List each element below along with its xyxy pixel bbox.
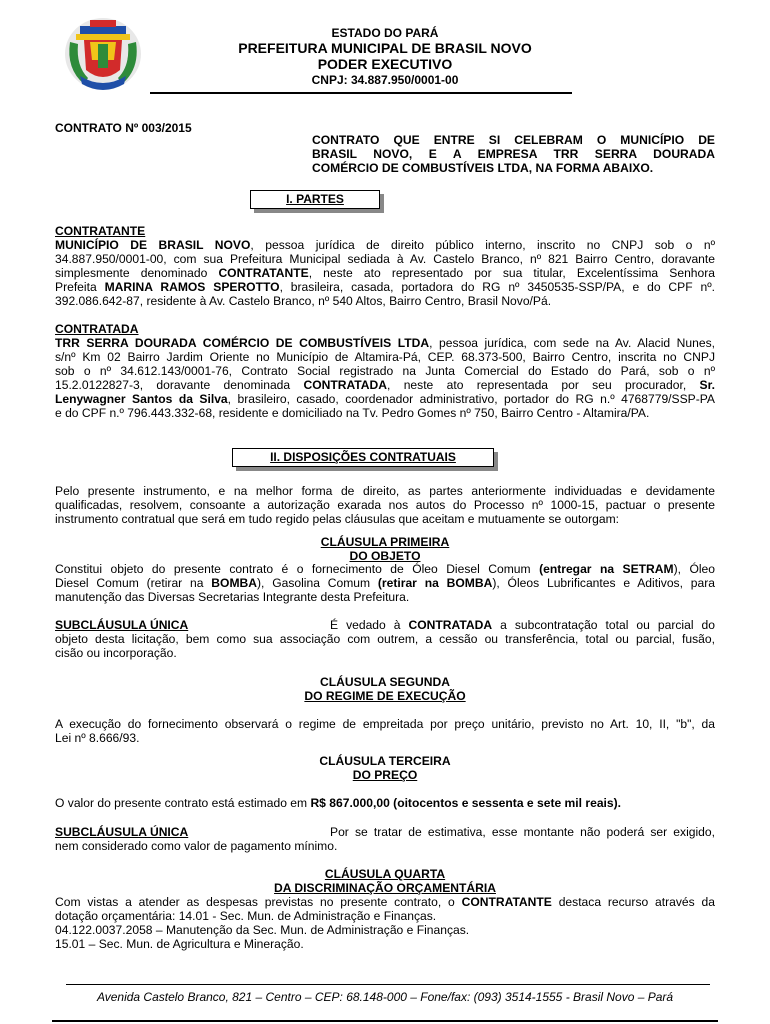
clause4-line: Com vistas a atender as despesas previstas no presente contrato, o CONTRATANTE destaca recurso através da: [55, 895, 715, 909]
clause3-line: O valor do presente contrato está estimado em R$ 867.000,00 (oitocentos e sessenta e sete mil reais).: [55, 796, 622, 810]
subclause1-line: É vedado à CONTRATADA a subcontratação total ou parcial do: [330, 618, 715, 632]
subclause1-label: SUBCLÁUSULA ÚNICA: [55, 618, 189, 632]
section-title-text: II. DISPOSIÇÕES CONTRATUAIS: [270, 450, 456, 464]
contratada-heading: CONTRATADA: [55, 322, 139, 336]
subclause3-line: Por se tratar de estimativa, esse montante não poderá ser exigido,: [330, 825, 715, 839]
contratante-line: 34.887.950/0001-00, com sua Prefeitura Municipal sediada à Av. Castelo Branco, nº 821 Bairro Centro, doravante: [55, 252, 715, 266]
contratada-line: TRR SERRA DOURADA COMÉRCIO DE COMBUSTÍVEIS LTDA, pessoa jurídica, com sede na Av. Alacid Nunes,: [55, 336, 715, 350]
clause2-line: A execução do fornecimento observará o regime de empreitada por preço unitário, previsto no Art. 10, II, "b", da: [55, 717, 715, 731]
clause4-line: 15.01 – Sec. Mun. de Agricultura e Mineração.: [55, 937, 304, 951]
contratante-line: 392.086.642-87, residente à Av. Castelo Branco, nº 540 Altos, Bairro Centro, Brasil Novo/Pá.: [55, 294, 552, 308]
subclause3-line: nem considerado como valor de pagamento mínimo.: [55, 839, 338, 853]
contratada-line: s/nº Km 02 Bairro Jardim Oriente no Município de Altamira-Pá, CEP. 68.373-500, Bairro Centro, inscrita no CNPJ: [55, 350, 715, 364]
contratada-line: 15.2.0122827-3, doravante denominada CONTRATADA, neste ato representada por seu procurador, Sr.: [55, 378, 715, 392]
clause2-title: CLÁUSULA SEGUNDA: [320, 675, 450, 689]
header-poder: PODER EXECUTIVO: [317, 56, 453, 72]
footer-bottom-rule: [52, 1020, 718, 1022]
intro-line: Pelo presente instrumento, e na melhor forma de direito, as partes anteriormente individuadas e devidamente: [55, 484, 715, 498]
clause1-line: manutenção das Diversas Secretarias Integrante desta Prefeitura.: [55, 590, 410, 604]
subclause1-line: cisão ou incorporação.: [55, 646, 177, 660]
intro-line: qualificadas, resolvem, consoante a autorização exarada nos autos do Processo nº 1000-15, pactuar o presente: [55, 498, 715, 512]
section-title-disposicoes: [232, 448, 494, 467]
summary-line: CONTRATO QUE ENTRE SI CELEBRAM O MUNICÍPIO DE: [312, 133, 715, 147]
header-state: ESTADO DO PARÁ: [331, 26, 439, 40]
contratante-line: simplesmente denominado CONTRATANTE, neste ato representado por sua titular, Excelentíssima Senhora: [55, 266, 715, 280]
header-rule: [150, 92, 572, 94]
summary-line: BRASIL NOVO, E A EMPRESA TRR SERRA DOURADA: [312, 147, 715, 162]
footer-rule: [66, 984, 710, 985]
clause4-title: CLÁUSULA QUARTA: [324, 867, 446, 881]
section-title-text: I. PARTES: [286, 192, 344, 206]
contratante-name: MUNICÍPIO DE BRASIL NOVO: [55, 238, 251, 252]
clause1-line: Constitui objeto do presente contrato é o fornecimento de Óleo Diesel Comum (entregar na SETRAM), Óleo: [55, 562, 716, 576]
subclause3-label: SUBCLÁUSULA ÚNICA: [55, 825, 189, 839]
clause4-line: dotação orçamentária: 14.01 - Sec. Mun. de Administração e Finanças.: [55, 909, 437, 923]
clause1-line: Diesel Comum (retirar na BOMBA), Gasolina Comum (retirar na BOMBA), Óleos Lubrificantes e Aditivos, para: [55, 576, 715, 590]
contract-summary: [312, 133, 715, 176]
header-cnpj: CNPJ: 34.887.950/0001-00: [311, 73, 459, 87]
contract-number: CONTRATO Nº 003/2015: [55, 121, 192, 135]
contratada-line: e do CPF n.º 796.443.332-68, residente e domiciliado na Tv. Pedro Gomes nº 750, Bairro Centro - Altamira/PA.: [55, 406, 650, 420]
contratada-line: sob o nº 34.612.143/0001-76, Contrato Social registrado na Junta Comercial do Estado do Pará, sob o nº: [55, 364, 715, 378]
summary-line: COMÉRCIO DE COMBUSTÍVEIS LTDA, NA FORMA ABAIXO.: [312, 161, 654, 176]
section-title-partes: [250, 190, 380, 209]
contratante-line: Prefeita MARINA RAMOS SPEROTTO, brasileira, casada, portadora do RG nº 3450535-SSP/PA, e do CPF nº.: [55, 280, 715, 294]
footer-address: Avenida Castelo Branco, 821 – Centro – CEP: 68.148-000 – Fone/fax: (093) 3514-1555 - Brasil Novo – Pará: [96, 990, 674, 1004]
intro-line: instrumento contratual que será em tudo regido pelas cláusulas que aceitam e mutuamente se outorgam:: [55, 512, 620, 526]
contratante-line: MUNICÍPIO DE BRASIL NOVO, pessoa jurídica de direito público interno, inscrito no CNPJ sob o nº: [55, 238, 715, 252]
clause2-line: Lei nº 8.666/93.: [55, 731, 140, 745]
clause2-subtitle: DO REGIME DE EXECUÇÃO: [304, 689, 466, 703]
clause3-title: CLÁUSULA TERCEIRA: [319, 754, 451, 768]
clause4-line: 04.122.0037.2058 – Manutenção da Sec. Mun. de Administração e Finanças.: [55, 923, 470, 937]
clause1-subtitle: DO OBJETO: [349, 549, 421, 563]
clause3-subtitle: DO PREÇO: [352, 768, 418, 782]
contratante-heading: CONTRATANTE: [55, 224, 146, 238]
clause4-subtitle: DA DISCRIMINAÇÃO ORÇAMENTÁRIA: [274, 881, 496, 895]
contratada-line: Lenywagner Santos da Silva, brasileiro, casado, coordenador administrativo, portador do RG n.º 4768779/SSP-PA: [55, 392, 715, 406]
clause1-title: CLÁUSULA PRIMEIRA: [320, 535, 450, 549]
header-prefeitura: PREFEITURA MUNICIPAL DE BRASIL NOVO: [238, 40, 532, 56]
subclause1-line: objeto desta licitação, bem como sua associação com outrem, a cessão ou transferência, total ou parcial, fusão,: [55, 632, 715, 646]
